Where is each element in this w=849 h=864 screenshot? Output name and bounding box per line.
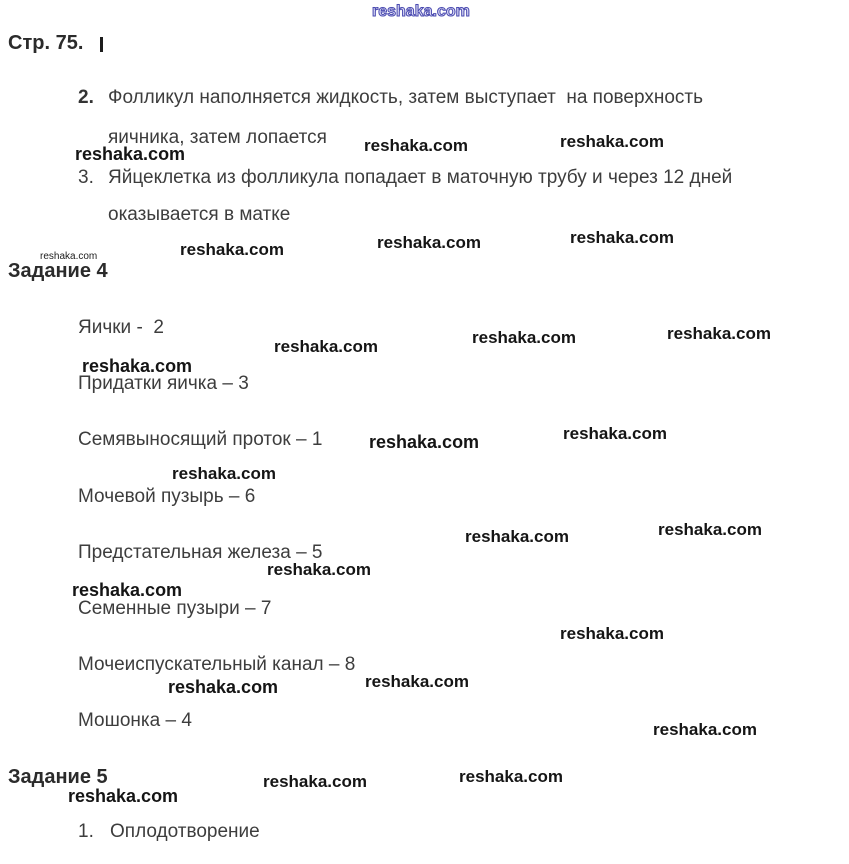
watermark: reshaka.com [68,786,179,806]
answer-text: яичника, затем лопается [108,127,327,148]
task4-item: Мошонка – 4 [78,710,192,731]
watermark: reshaka.com [364,136,468,155]
answer-text: Оплодотворение [110,821,260,842]
answer-number: 2. [78,87,94,108]
watermark: reshaka.com [459,767,563,786]
task4-item: Яички - 2 [78,317,164,338]
watermark: reshaka.com [472,328,576,347]
watermark: reshaka.com [653,720,757,739]
watermark: reshaka.com [377,233,481,252]
task4-item: Придатки яичка – 3 [78,373,249,394]
watermark: reshaka.com [72,580,183,600]
answer-text: Фолликул наполняется жидкость, затем выступает на поверхность [108,87,704,108]
watermark: reshaka.com [75,144,186,164]
task4-heading: Задание 4 [8,260,108,282]
watermark: reshaka.com [560,624,664,643]
answer-text: оказывается в матке [108,204,291,225]
task4-item: Семенные пузыри – 7 [78,598,272,619]
cropped-letter [100,37,103,52]
watermark: reshaka.com [168,677,279,697]
page-title: Стр. 75. [8,32,84,54]
task4-item: Мочевой пузырь – 6 [78,486,256,507]
watermark: reshaka.com [82,356,193,376]
watermark: reshaka.com [180,240,284,259]
watermark: reshaka.com [658,520,762,539]
watermark: reshaka.com [369,432,480,452]
task4-item: Предстательная железа – 5 [78,542,323,563]
watermark: reshaka.com [263,772,367,791]
watermark: reshaka.com [365,672,469,691]
watermark: reshaka.com [667,324,771,343]
watermark: reshaka.com [274,337,378,356]
answer-number: 3. [78,167,94,188]
watermark-outlined: reshaka.com [372,3,470,20]
watermark: reshaka.com [172,464,276,483]
task4-item: Мочеиспускательный канал – 8 [78,654,356,675]
watermark: reshaka.com [267,560,371,579]
watermark: reshaka.com [40,251,98,262]
watermark: reshaka.com [560,132,664,151]
watermark: reshaka.com [563,424,667,443]
task4-item: Семявыносящий проток – 1 [78,429,323,450]
answer-number: 1. [78,821,94,842]
task5-heading: Задание 5 [8,766,108,788]
answer-text: Яйцеклетка из фолликула попадает в маточную трубу и через 12 дней [108,167,733,188]
watermark: reshaka.com [465,527,569,546]
watermark: reshaka.com [570,228,674,247]
